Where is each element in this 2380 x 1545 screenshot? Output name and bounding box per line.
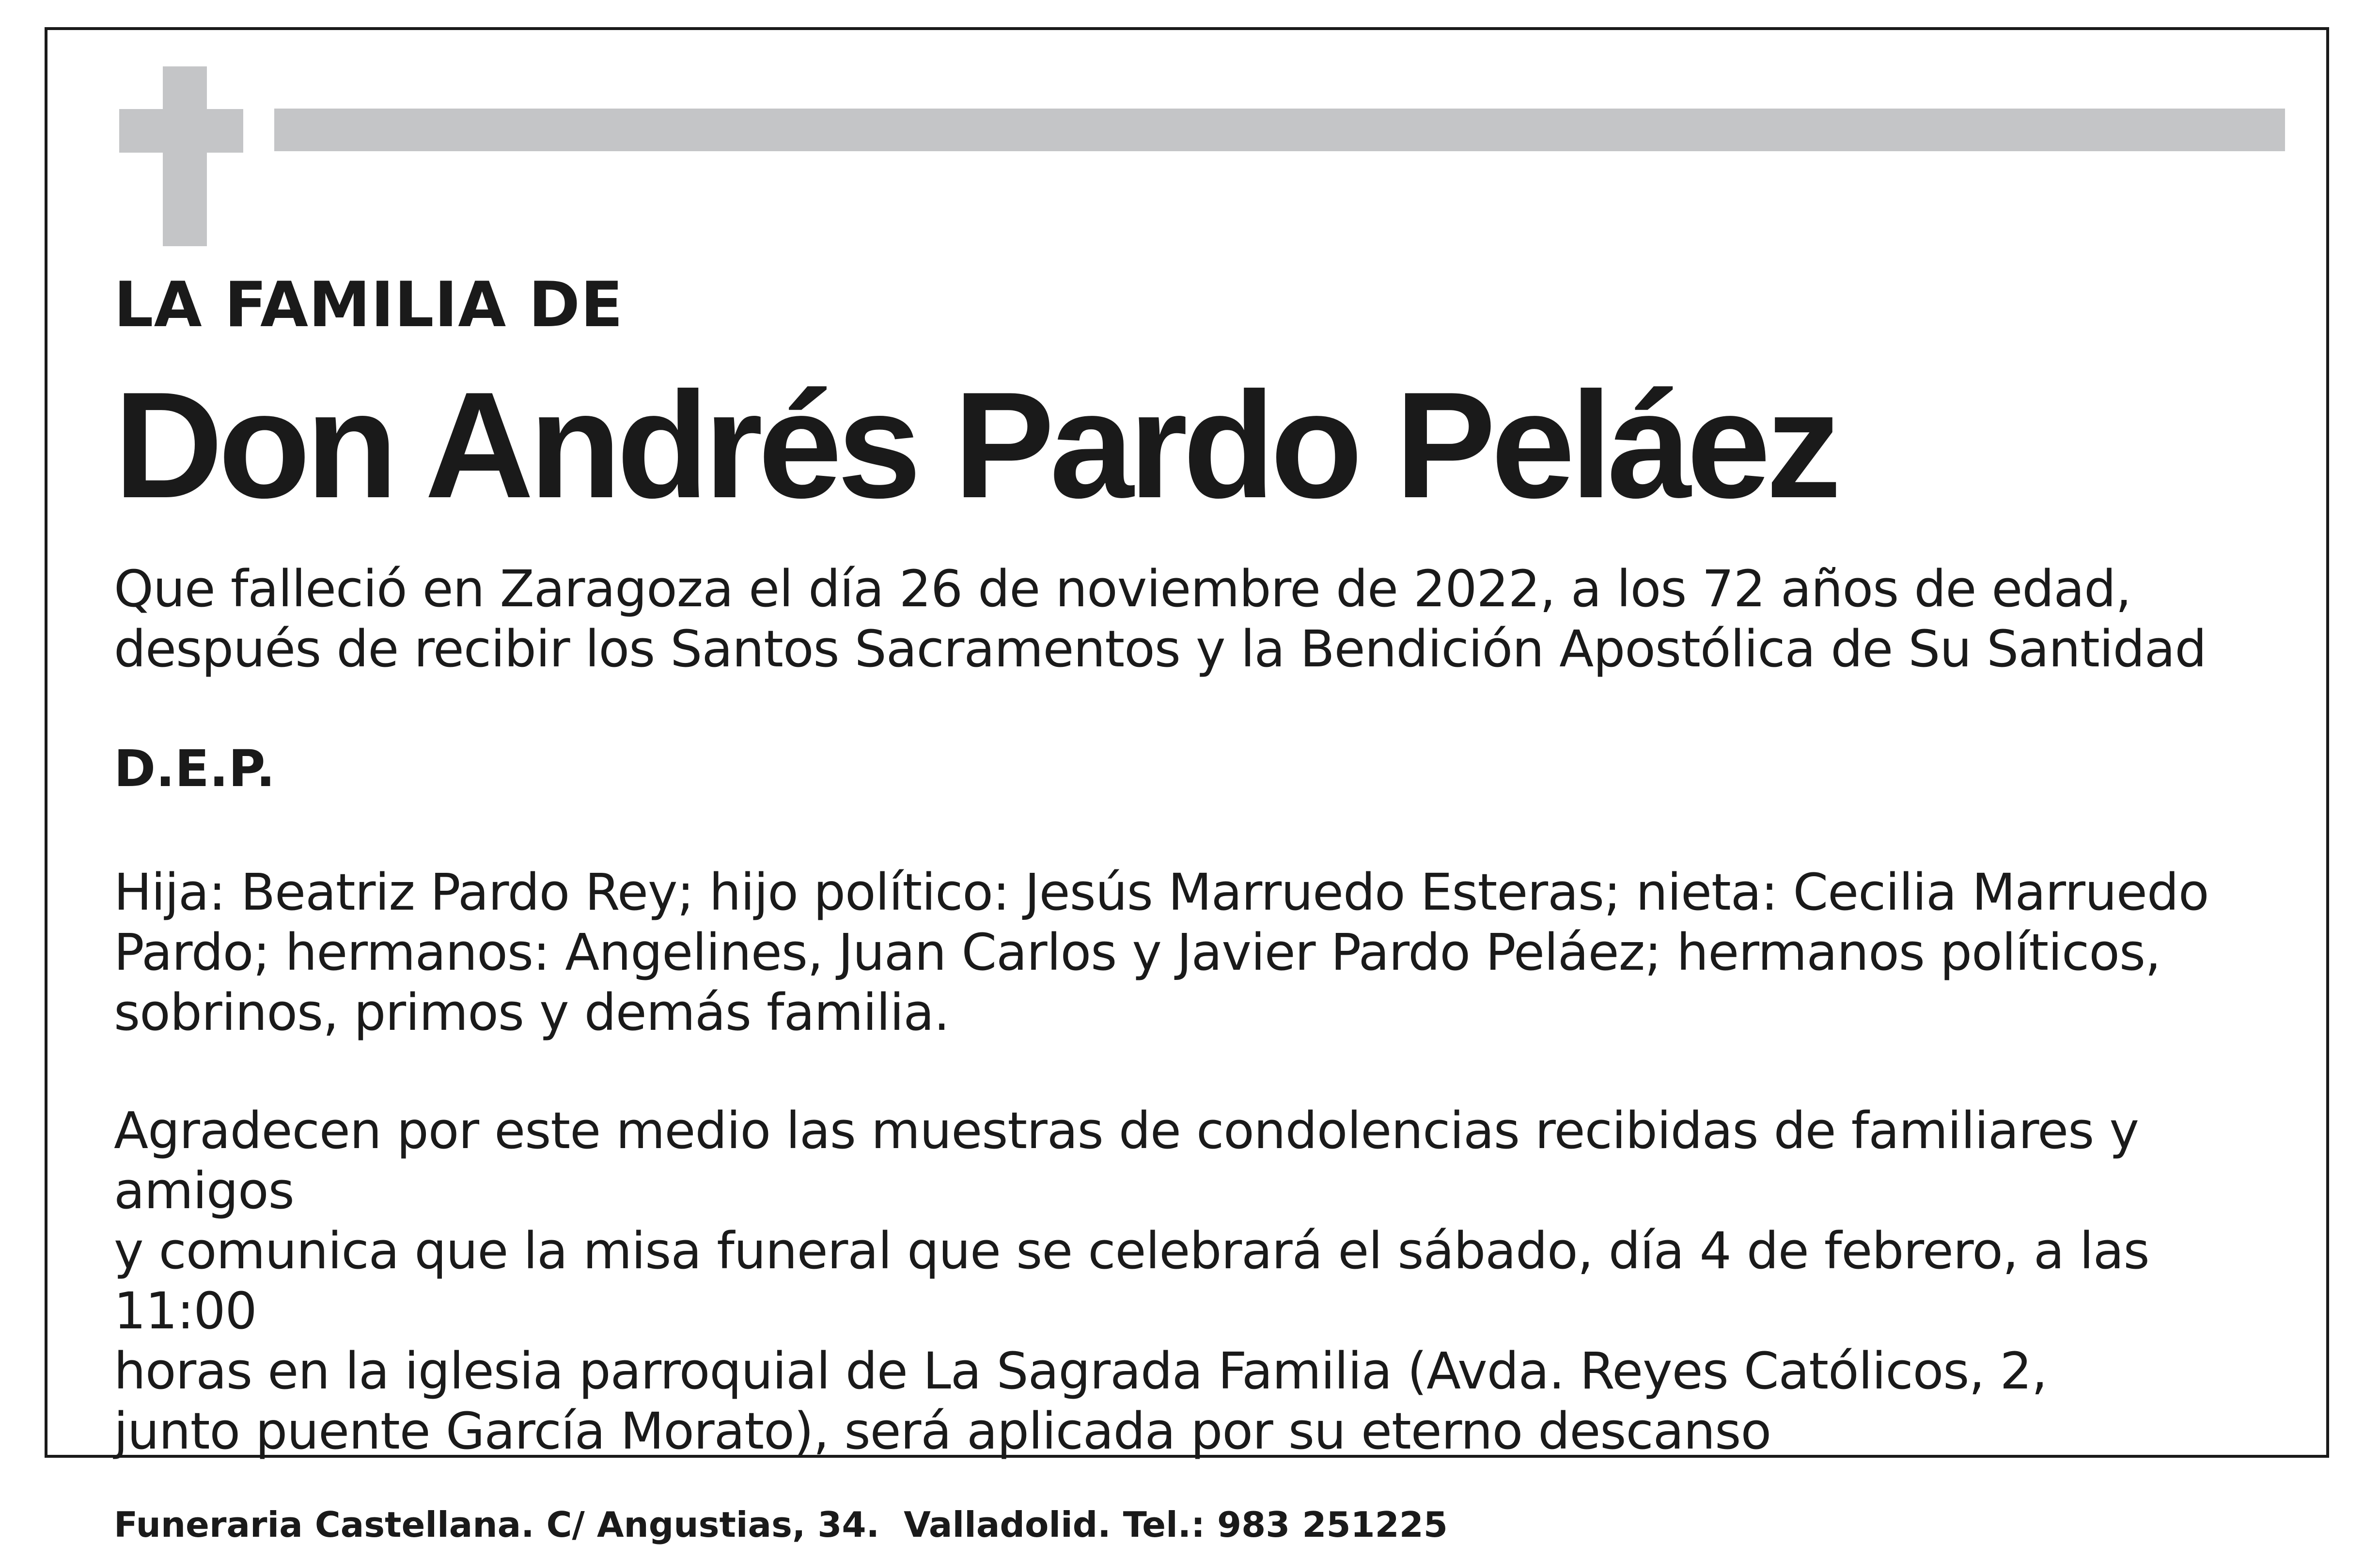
cross-vertical-bar — [163, 66, 207, 246]
family-intro: LA FAMILIA DE — [114, 269, 624, 341]
family-line: Hija: Beatriz Pardo Rey; hijo político: Jesús Marruedo Esteras; nieta: Cecilia Marruedo — [114, 863, 2209, 922]
family-line: Pardo; hermanos: Angelines, Juan Carlos y Javier Pardo Peláez; hermanos políticos, — [114, 923, 2161, 982]
thanks-line: Agradecen por este medio las muestras de condolencias recibidas de familiares y amigos — [114, 1101, 2139, 1221]
notice-content — [114, 271, 2285, 1544]
family-members — [114, 862, 2285, 1042]
deceased-name: Don Andrés Pardo Peláez — [114, 361, 1837, 530]
death-line: después de recibir los Santos Sacramentos y la Bendición Apostólica de Su Santidad — [114, 619, 2207, 678]
header-rule — [274, 109, 2285, 151]
funeral-home-footer: Funeraria Castellana. C/ Angustias, 34. Valladolid. Tel.: 983 251225 — [114, 1504, 1448, 1545]
rip-abbreviation: D.E.P. — [114, 739, 276, 798]
death-line: Que falleció en Zaragoza el día 26 de noviembre de 2022, a los 72 años de edad, — [114, 559, 2131, 618]
thanks-line: junto puente García Morato), será aplicada por su eterno descanso — [114, 1402, 1771, 1461]
thanks-line: horas en la iglesia parroquial de La Sagrada Familia (Avda. Reyes Católicos, 2, — [114, 1341, 2047, 1401]
death-details — [114, 559, 2285, 679]
thanks-and-mass-details — [114, 1101, 2285, 1461]
thanks-line: y comunica que la misa funeral que se celebrará el sábado, día 4 de febrero, a las 11:00 — [114, 1221, 2149, 1341]
cross-icon — [119, 66, 243, 246]
family-line: sobrinos, primos y demás familia. — [114, 983, 950, 1042]
cross-horizontal-bar — [119, 109, 243, 153]
